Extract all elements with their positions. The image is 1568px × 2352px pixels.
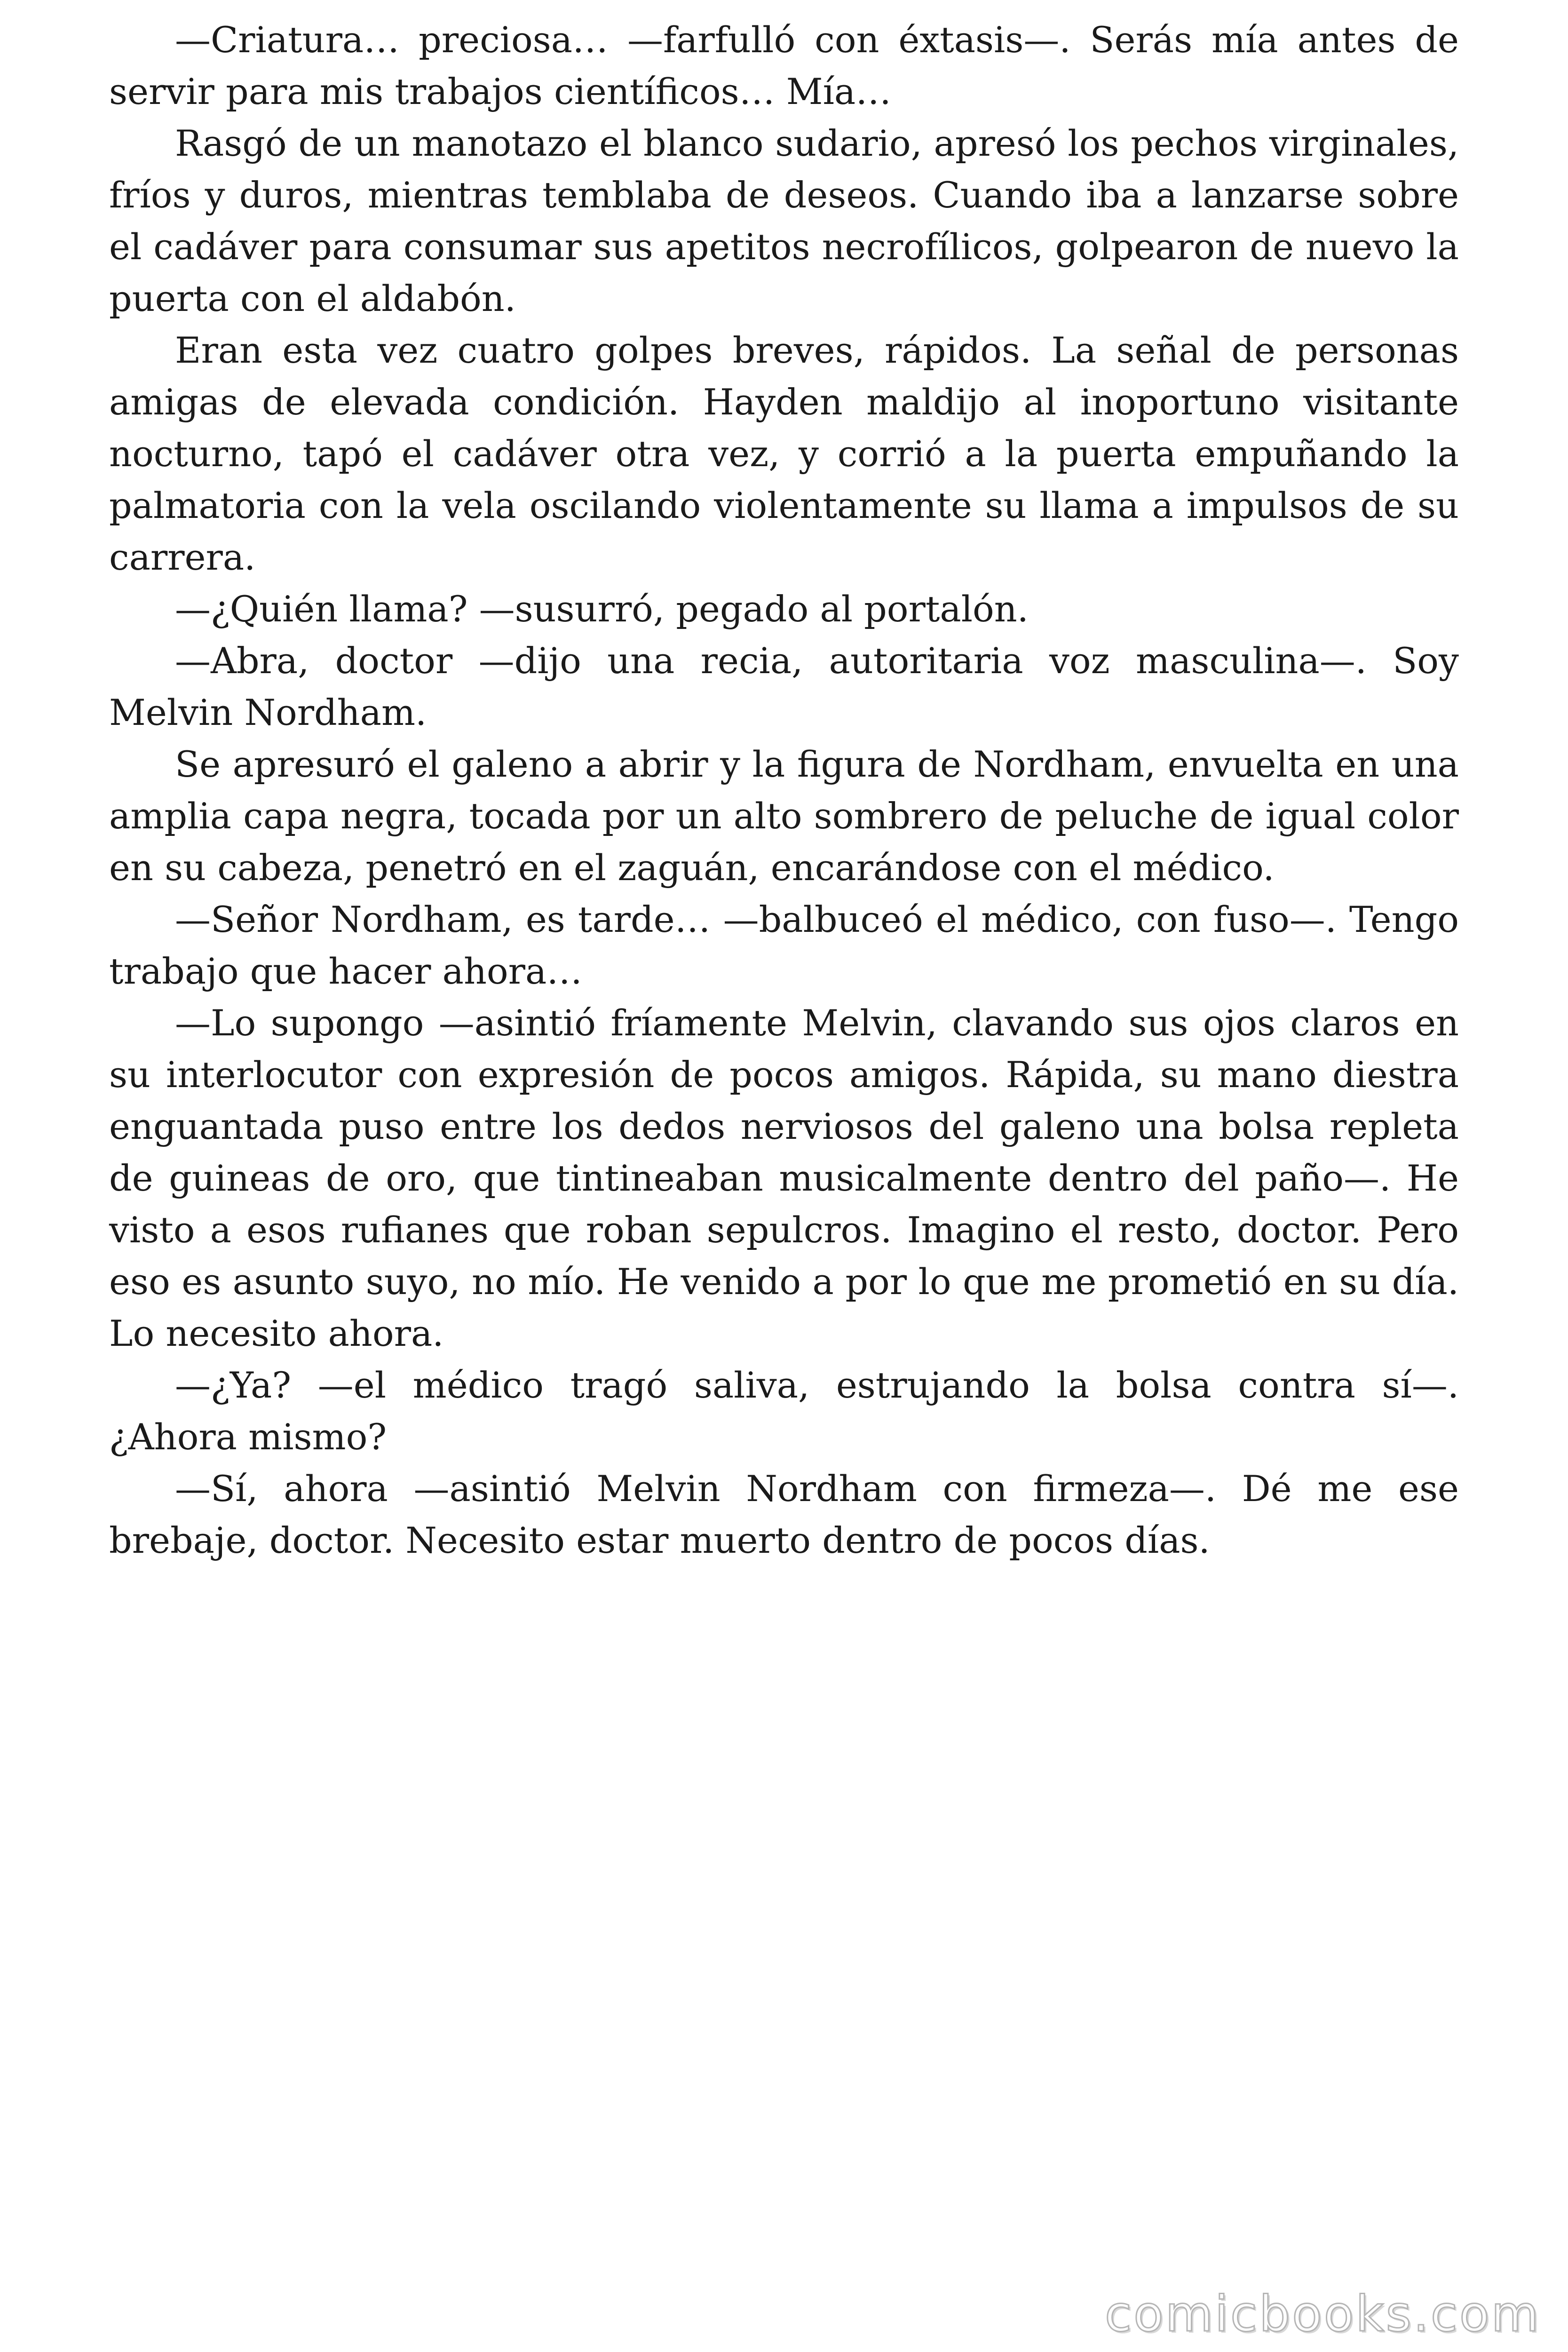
body-text (109, 14, 1459, 1566)
paragraph: —Sí, ahora —asintió Melvin Nordham con firmeza—. Dé me ese brebaje, doctor. Necesito estar muerto dentro de pocos días. (109, 1468, 1459, 1561)
paragraph: —¿Quién llama? —susurró, pegado al portalón. (175, 588, 1029, 630)
paragraph: —Criatura… preciosa… —farfulló con éxtasis—. Serás mía antes de servir para mis trabajos científicos… Mía… (109, 19, 1459, 112)
paragraph: Se apresuró el galeno a abrir y la figura de Nordham, envuelta en una amplia capa negra, tocada por un alto sombrero de peluche de igual color en su cabeza, penetró en el zaguán, encarándose con el médico. (109, 743, 1459, 889)
paragraph: —Abra, doctor —dijo una recia, autoritaria voz masculina—. Soy Melvin Nordham. (109, 640, 1459, 733)
paragraph: —Señor Nordham, es tarde… —balbuceó el médico, con fuso—. Tengo trabajo que hacer ahora… (109, 898, 1459, 992)
paragraph: Eran esta vez cuatro golpes breves, rápidos. La señal de personas amigas de elevada condición. Hayden maldijo al inoportuno visitante nocturno, tapó el cadáver otra vez, y corrió a la puerta empuñando la palmatoria con la vela oscilando violentamente su llama a impulsos de su carrera. (109, 329, 1459, 578)
paragraph: —¿Ya? —el médico tragó saliva, estrujando la bolsa contra sí—. ¿Ahora mismo? (109, 1364, 1459, 1458)
paragraph: Rasgó de un manotazo el blanco sudario, apresó los pechos virginales, fríos y duros, mientras temblaba de deseos. Cuando iba a lanzarse sobre el cadáver para consumar sus apetitos necrofílicos, golpearon de nuevo la puerta con el aldabón. (109, 122, 1459, 319)
paragraph: —Lo supongo —asintió fríamente Melvin, clavando sus ojos claros en su interlocutor con expresión de pocos amigos. Rápida, su mano diestra enguantada puso entre los dedos nerviosos del galeno una bolsa repleta de guineas de oro, que tintineaban musicalmente dentro del paño—. He visto a esos rufianes que roban sepulcros. Imagino el resto, doctor. Pero eso es asunto suyo, no mío. He venido a por lo que me prometió en su día. Lo necesito ahora. (109, 1002, 1459, 1354)
watermark: comicbooks.com (1104, 2285, 1541, 2343)
